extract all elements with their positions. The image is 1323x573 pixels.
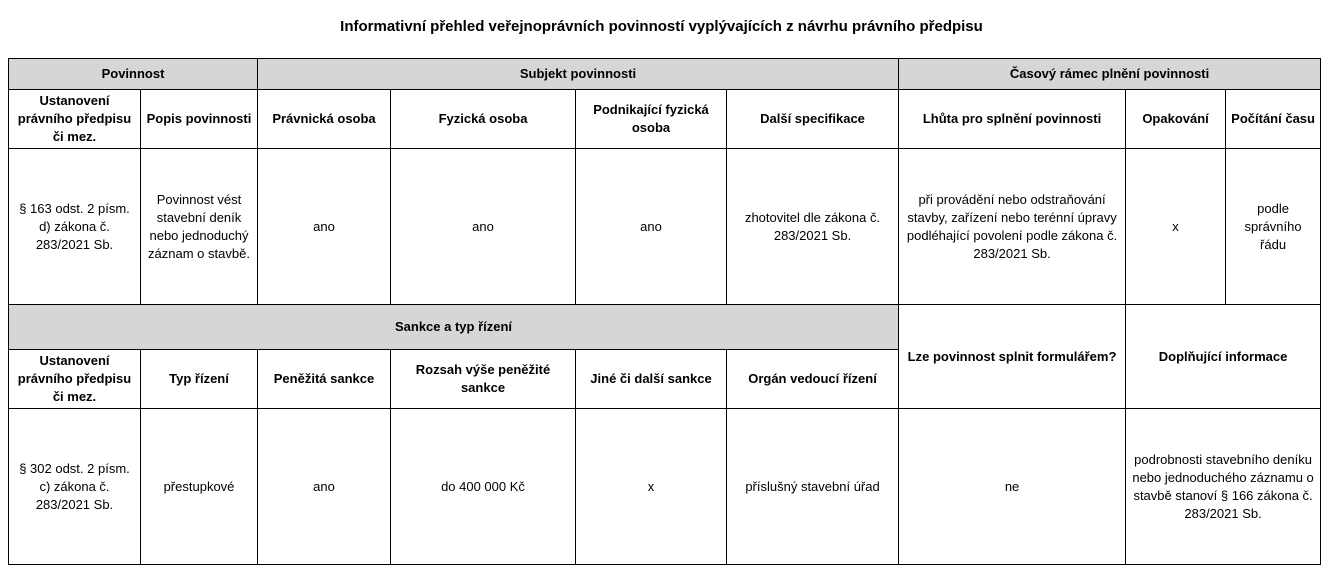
group-header-sankce: Sankce a typ řízení [9, 305, 899, 350]
column-header-jine-sankce: Jiné či další sankce [576, 350, 727, 409]
page-title: Informativní přehled veřejnoprávních povinností vyplývajících z návrhu právního předpisu [340, 17, 983, 35]
cell-popis: Povinnost vést stavební deník nebo jednoduchý záznam o stavbě. [141, 149, 258, 305]
cell-formular: ne [899, 409, 1126, 565]
column-header-penezita-sankce: Peněžitá sankce [258, 350, 391, 409]
column-header-rozsah-sankce: Rozsah výše peněžité sankce [391, 350, 576, 409]
cell-opakovani: x [1126, 149, 1226, 305]
group-header-subjekt: Subjekt povinnosti [258, 59, 899, 90]
cell-penezita-sankce: ano [258, 409, 391, 565]
column-header-popis: Popis povinnosti [141, 90, 258, 149]
cell-ustanoveni-sankce: § 302 odst. 2 písm. c) zákona č. 283/2021 Sb. [9, 409, 141, 565]
cell-pravnicka-osoba: ano [258, 149, 391, 305]
column-header-ustanoveni-sankce: Ustanovení právního předpisu či mez. [9, 350, 141, 409]
cell-dalsi-specifikace: zhotovitel dle zákona č. 283/2021 Sb. [727, 149, 899, 305]
cell-pocitani-casu: podle správního řádu [1226, 149, 1321, 305]
cell-typ-rizeni: přestupkové [141, 409, 258, 565]
cell-jine-sankce: x [576, 409, 727, 565]
column-header-dalsi-specifikace: Další specifikace [727, 90, 899, 149]
column-header-lhuta: Lhůta pro splnění povinnosti [899, 90, 1126, 149]
cell-ustanoveni: § 163 odst. 2 písm. d) zákona č. 283/2021 Sb. [9, 149, 141, 305]
column-header-ustanoveni: Ustanovení právního předpisu či mez. [9, 90, 141, 149]
group-header-casovy-ramec: Časový rámec plnění povinnosti [899, 59, 1321, 90]
column-header-typ-rizeni: Typ řízení [141, 350, 258, 409]
column-header-organ: Orgán vedoucí řízení [727, 350, 899, 409]
cell-organ: příslušný stavební úřad [727, 409, 899, 565]
column-header-doplnujici: Doplňující informace [1126, 305, 1321, 409]
obligations-table [8, 58, 1321, 565]
column-header-fyzicka-osoba: Fyzická osoba [391, 90, 576, 149]
column-header-podnikajici-osoba: Podnikající fyzická osoba [576, 90, 727, 149]
group-header-povinnost: Povinnost [9, 59, 258, 90]
column-header-opakovani: Opakování [1126, 90, 1226, 149]
column-header-pravnicka-osoba: Právnická osoba [258, 90, 391, 149]
cell-doplnujici: podrobnosti stavebního deníku nebo jednoduchého záznamu o stavbě stanoví § 166 zákona č. 283/2021 Sb. [1126, 409, 1321, 565]
column-header-formular: Lze povinnost splnit formulářem? [899, 305, 1126, 409]
cell-podnikajici-osoba: ano [576, 149, 727, 305]
column-header-pocitani-casu: Počítání času [1226, 90, 1321, 149]
cell-fyzicka-osoba: ano [391, 149, 576, 305]
cell-lhuta: při provádění nebo odstraňování stavby, zařízení nebo terénní úpravy podléhající povolení podle zákona č. 283/2021 Sb. [899, 149, 1126, 305]
cell-rozsah-sankce: do 400 000 Kč [391, 409, 576, 565]
